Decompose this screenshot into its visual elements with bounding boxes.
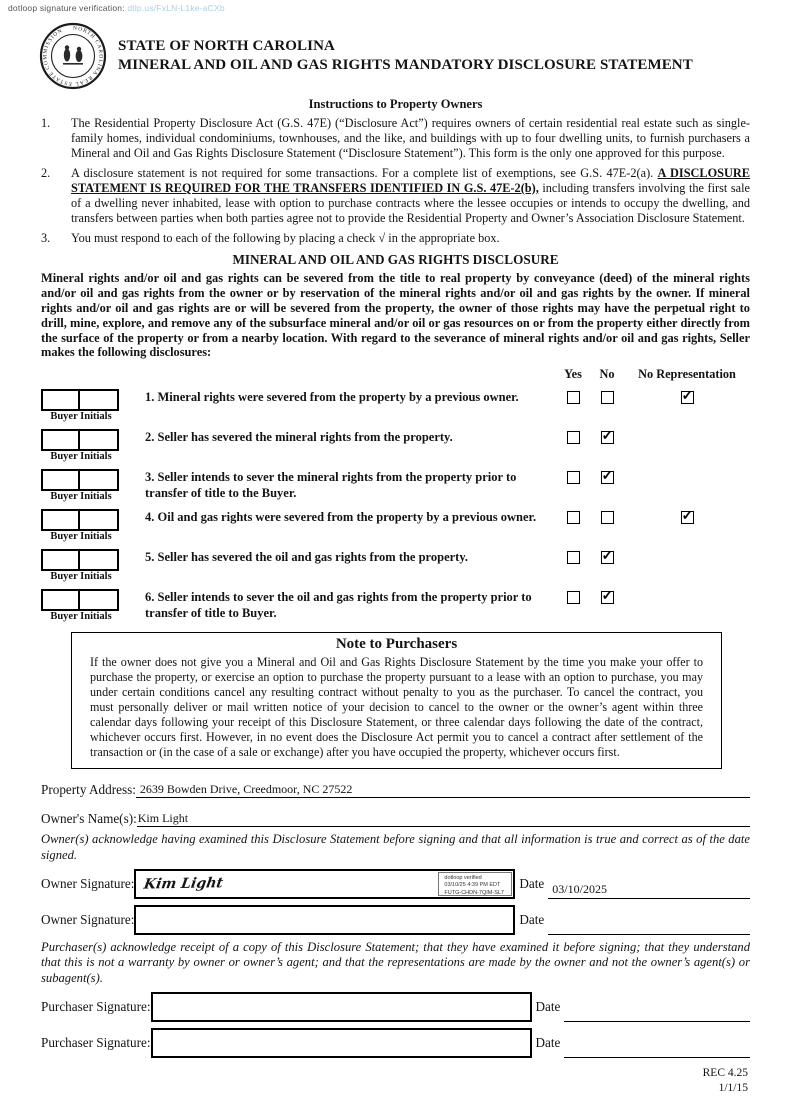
purchaser-signature-row-1 [41,992,750,1022]
disclosure-row [41,547,750,582]
form-footer [41,1066,750,1096]
stamp-line-1: dotloop verified [444,874,482,881]
disclosure-heading: MINERAL AND OIL AND GAS RIGHTS DISCLOSURE [232,252,559,267]
item2-segment-3: including transfers involving the first sale of a dwelling never inhabited, lease with option to purchase contracts where the lessee occupies or intends to occupy the dwelling, and transfers between parties when both parties agree not to provide the Residential Property and Owner’s Association Disclosure Statement. [71,181,750,225]
no-checkbox[interactable] [601,471,614,484]
buyer-initials-label: Buyer Initials [50,531,112,543]
instruction-item-2 [41,166,750,226]
disclosure-row [41,587,750,622]
purchaser-signature-row-2 [41,1028,750,1058]
svg-text:NORTH CAROLINA REAL ESTATE COM: NORTH CAROLINA REAL ESTATE COMMISSION [42,25,104,87]
column-no-label: No [599,367,615,382]
owner-names-value[interactable]: Kim Light [137,812,750,827]
owner-signature-row-1 [41,869,750,899]
buyer-initials-box[interactable] [80,389,119,411]
form-revision-date: 1/1/15 [718,1081,748,1094]
checkbox-group [556,587,750,604]
yes-checkbox[interactable] [567,551,580,564]
owner-names-label: Owner's Name(s): [41,811,137,827]
stamp-line-2: 03/10/25 4:39 PM EDT [444,882,501,889]
no-checkbox[interactable] [601,551,614,564]
purchaser-date-value-1[interactable] [564,1020,750,1022]
item2-segment-2: A DISCLOSURE STATEMENT IS REQUIRED FOR THE TRANSFERS IDENTIFIED IN G.S. 47E-2(b), [71,166,750,195]
buyer-initials-block [41,429,145,462]
no-checkbox[interactable] [601,391,614,404]
disclosure-statement: 3. Seller intends to sever the mineral rights from the property prior to transfer of title to the Buyer. [145,470,517,500]
disclosure-intro: Mineral rights and/or oil and gas rights can be severed from the title to real property by conveyance (deed) of the mineral rights and/or oil and gas rights from the owner or by reservation of the mineral rights and/or oil and gas rights by the owner. If mineral rights and/or oil and gas rights are or will be severed from the property, the owner of those rights may have the perpetual right to drill, mine, explore, and remove any of the subsurface mineral and/or oil or gas resources on or from the property either directly from the surface of the property or from a nearby location. With regard to the severance of mineral rights and/or oil and gas rights, Seller makes the following disclosures: [41,271,750,360]
dotloop-verification-bar [8,3,225,13]
item-text [71,166,750,226]
buyer-initials-label: Buyer Initials [50,411,112,423]
yes-checkbox[interactable] [567,591,580,604]
disclosure-statement: 4. Oil and gas rights were severed from the property by a previous owner. [145,510,537,525]
date-label: Date [535,1034,561,1050]
disclosure-row [41,387,750,422]
state-title: STATE OF NORTH CAROLINA [118,37,335,54]
property-address-value[interactable]: 2639 Bowden Drive, Creedmoor, NC 27522 [136,783,750,798]
item-number: 3. [41,231,51,245]
purchaser-acknowledgment: Purchaser(s) acknowledge receipt of a copy of this Disclosure Statement; that they have examined it before signing; that they understand that this is not a warranty by owner or owner’s agent; and that the representations are made by the owner and not the owner’s agent(s) or subagent(s). [41,939,750,985]
item-text: The Residential Property Disclosure Act (G.S. 47E) (“Disclosure Act”) requires owners of certain residential real estate such as single-family homes, individual condominiums, townhouses, and the like, and buildings with up to four dwelling units, to furnish purchasers a Mineral and Oil and Gas Rights Disclosure Statement (“Disclosure Statement”). This form is the only one approved for this purpose. [71,116,750,160]
buyer-initials-box[interactable] [80,429,119,451]
checkbox-group [556,547,750,564]
buyer-initials-box[interactable] [41,509,80,531]
purchaser-signature-label: Purchaser Signature: [41,1034,151,1050]
owner-signature-label: Owner Signature: [41,875,135,891]
buyer-initials-box[interactable] [80,469,119,491]
column-yes-label: Yes [564,367,582,382]
item2-segment-1: A disclosure statement is not required for some transactions. For a complete list of exemptions, see G.S. 47E-2(a). [71,166,658,180]
verification-link[interactable]: dtlp.us/FxLN-L1ke-aCXb [127,3,225,13]
buyer-initials-block [41,549,145,582]
property-address-line [41,782,750,798]
buyer-initials-block [41,389,145,422]
disclosure-statement: 6. Seller intends to sever the oil and gas rights from the property prior to transfer of title to Buyer. [145,590,532,620]
no-checkbox[interactable] [601,431,614,444]
buyer-initials-block [41,509,145,542]
column-no-representation-label: No Representation [638,367,736,382]
form-code: REC 4.25 [702,1066,748,1079]
checkbox-group [556,427,750,444]
owner-signature-script: Kim Light [143,875,225,893]
yes-checkbox[interactable] [567,471,580,484]
property-address-label: Property Address: [41,782,136,798]
instructions-heading: Instructions to Property Owners [308,97,483,111]
buyer-initials-box[interactable] [41,549,80,571]
check-columns-header [41,367,750,382]
buyer-initials-block [41,589,145,622]
no-checkbox[interactable] [601,511,614,524]
buyer-initials-block [41,469,145,502]
checkbox-group [556,507,750,524]
note-to-purchasers-box [71,632,722,769]
buyer-initials-label: Buyer Initials [50,571,112,583]
buyer-initials-label: Buyer Initials [50,491,112,503]
disclosure-statement: 1. Mineral rights were severed from the property by a previous owner. [145,390,519,405]
yes-checkbox[interactable] [567,511,580,524]
yes-checkbox[interactable] [567,391,580,404]
date-label: Date [519,911,545,927]
owner-signature-row-2 [41,905,750,935]
item-number: 1. [41,116,51,130]
purchaser-date-value-2[interactable] [564,1056,750,1058]
yes-checkbox[interactable] [567,431,580,444]
buyer-initials-label: Buyer Initials [50,451,112,463]
item-text: You must respond to each of the following by placing a check √ in the appropriate box. [71,231,500,245]
verification-label: dotloop signature verification: [8,3,125,13]
buyer-initials-box[interactable] [41,589,80,611]
owner-signature-label: Owner Signature: [41,911,135,927]
purchaser-signature-field-2[interactable] [151,1028,532,1058]
checkbox-group [556,467,750,484]
purchaser-signature-label: Purchaser Signature: [41,998,151,1014]
buyer-initials-box[interactable] [41,429,80,451]
disclosure-statement: 5. Seller has severed the oil and gas rights from the property. [145,550,469,565]
disclosure-row [41,427,750,462]
buyer-initials-box[interactable] [80,509,119,531]
stamp-line-3: FUTG-CHDN-7QIM-SL7 [444,889,504,896]
owner-acknowledgment: Owner(s) acknowledge having examined this Disclosure Statement before signing and that all information is true and correct as of the date signed. [41,832,750,862]
owner-date-value-2[interactable] [548,933,750,935]
instruction-item-1 [41,116,750,161]
buyer-initials-box[interactable] [41,389,80,411]
owner-date-value-1[interactable]: 03/10/2025 [548,882,750,898]
date-label: Date [535,998,561,1014]
date-label: Date [519,875,545,891]
nc-real-estate-commission-seal-icon [39,22,107,90]
document-header [39,22,750,90]
owner-signature-field-2[interactable] [134,905,515,935]
no-representation-checkbox[interactable] [681,511,694,524]
item-number: 2. [41,166,51,180]
buyer-initials-box[interactable] [80,549,119,571]
instructions-list [41,116,750,246]
no-checkbox[interactable] [601,591,614,604]
disclosure-row [41,507,750,542]
dotloop-verified-stamp [438,872,512,896]
no-representation-checkbox[interactable] [681,391,694,404]
header-titles [118,37,693,76]
note-title: Note to Purchasers [335,636,458,653]
purchaser-signature-field-1[interactable] [151,992,532,1022]
instruction-item-3 [41,231,750,246]
form-title: MINERAL AND OIL AND GAS RIGHTS MANDATORY DISCLOSURE STATEMENT [118,57,693,73]
disclosure-row [41,467,750,502]
note-body: If the owner does not give you a Mineral and Oil and Gas Rights Disclosure Statement by the time you make your offer to purchase the property, or exercise an option to purchase the property pursuant to a lease with an option to purchase, you may under certain conditions cancel any resulting contract without penalty to you as the purchaser. To cancel the contract, you must personally deliver or mail written notice of your decision to cancel to the owner or the owner’s agent within three calendar days following your receipt of this Disclosure Statement, or three calendar days following the date of the contract, whichever occurs first. However, in no event does the Disclosure Act permit you to cancel a contract after settlement of the transaction or (in the case of a sale or exchange) after you have occupied the property, whichever occurs first. [90,655,703,760]
checkbox-group [556,387,750,404]
buyer-initials-box[interactable] [41,469,80,491]
buyer-initials-label: Buyer Initials [50,611,112,623]
buyer-initials-box[interactable] [80,589,119,611]
owner-names-line [41,811,750,827]
disclosure-statement: 2. Seller has severed the mineral rights from the property. [145,430,453,445]
owner-signature-field-1[interactable] [134,869,515,899]
